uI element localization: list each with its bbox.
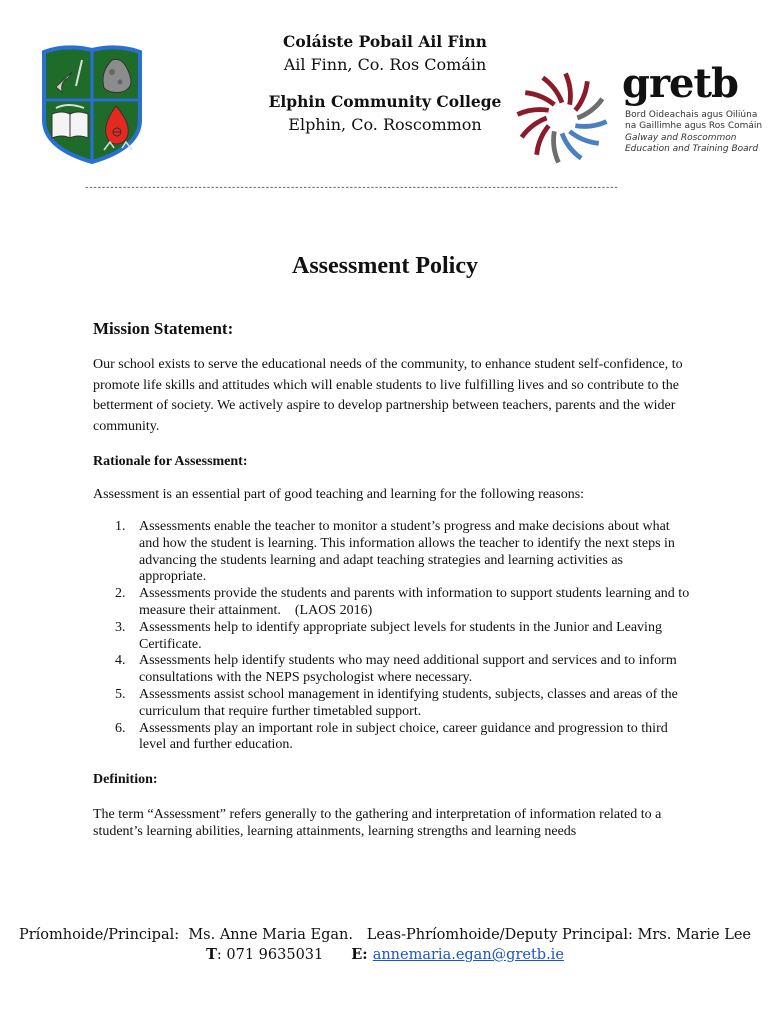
gretb-irish-line-2: na Gaillimhe agus Ros Comáin [625, 121, 763, 131]
school-english-name: Elphin Community College [268, 92, 502, 111]
mission-heading: Mission Statement: [93, 319, 234, 338]
gretb-english-line-1: Galway and Roscommon [625, 133, 737, 143]
list-text: Assessments play an important role in subject choice, career guidance and progression to third level and further education. [139, 720, 668, 753]
phone-label: T [206, 946, 217, 963]
school-crest-shield-icon [38, 42, 146, 166]
footer-contact-line [0, 946, 770, 963]
header-divider: ------------------------------------------------------------------------------------------------------------------------------- [84, 183, 618, 193]
list-number: 3. [115, 619, 126, 635]
school-english-address: Elphin, Co. Roscommon [288, 115, 482, 134]
page-title: Assessment Policy [292, 253, 478, 279]
gretb-swirl-logo-icon [514, 70, 610, 166]
email-label: E: [351, 946, 373, 963]
list-item [110, 586, 693, 620]
list-number: 4. [115, 653, 126, 669]
gretb-wordmark: gretb [622, 60, 738, 107]
list-number: 6. [115, 720, 126, 736]
mission-body: Our school exists to serve the educational needs of the community, to enhance student self-confidence, to promote life skills and attitudes which will enable students to live fulfilling lives and so contribute to the betterment of society. We actively aspire to develop partnership between teachers, parents and the wider community. [93, 357, 683, 434]
footer-staff-line: Príomhoide/Principal: Ms. Anne Maria Egan. Leas-Phríomhoide/Deputy Principal: Mrs. Marie Lee [18, 927, 751, 943]
list-number: 1. [115, 519, 126, 534]
list-item [110, 620, 690, 654]
list-item [110, 519, 690, 586]
school-irish-address: Ail Finn, Co. Ros Comáin [283, 55, 487, 74]
phone-value: : 071 9635031 [216, 947, 324, 963]
list-text: Assessments help to identify appropriate subject levels for students in the Junior and Leaving Certificate. [139, 619, 662, 652]
list-number: 2. [115, 586, 126, 602]
list-item [110, 653, 690, 687]
gretb-english-line-2: Education and Training Board [625, 144, 759, 154]
list-item [110, 687, 690, 721]
list-number: 5. [115, 686, 126, 702]
email-link[interactable]: annemaria.egan@gretb.ie [372, 947, 564, 963]
definition-body: The term “Assessment” refers generally to the gathering and interpretation of information related to a student’s learning abilities, learning attainments, learning strengths and learning needs [93, 807, 662, 839]
rationale-heading: Rationale for Assessment: [93, 454, 248, 469]
rationale-intro: Assessment is an essential part of good teaching and learning for the following reasons: [93, 487, 585, 502]
school-irish-name: Coláiste Pobail Ail Finn [283, 32, 487, 51]
rationale-list [110, 519, 693, 754]
list-text: Assessments help identify students who may need additional support and services and to inform consultations with the NEPS psychologist where necessary. [139, 653, 677, 686]
list-text: Assessments enable the teacher to monitor a student’s progress and make decisions about what and how the student is learning. This information allows the teacher to identify the next steps in advancing the students learning and adapt teaching strategies and learning activities as appropriate. [139, 519, 675, 585]
list-text: Assessments provide the students and parents with information to support students learning and to measure their attainment. (LAOS 2016) [139, 586, 693, 618]
list-text: Assessments assist school management in identifying students, subjects, classes and areas of the curriculum that require further timetabled support. [139, 686, 678, 719]
definition-heading: Definition: [93, 772, 158, 787]
gretb-irish-line-1: Bord Oideachais agus Oiliúna [625, 110, 758, 120]
list-item [110, 721, 690, 755]
